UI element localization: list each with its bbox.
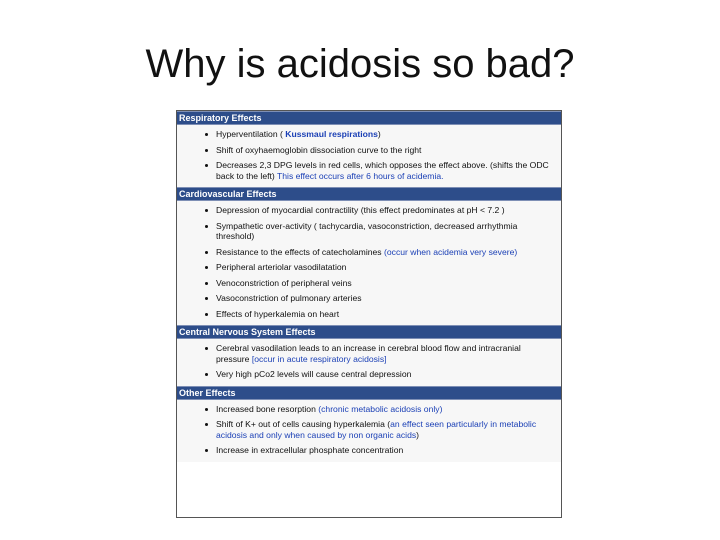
section-header: Central Nervous System Effects — [177, 325, 561, 339]
list-item — [205, 343, 553, 364]
section-body — [177, 400, 561, 462]
item-text: (chronic metabolic acidosis only) — [318, 403, 443, 414]
acidosis-effects-table — [176, 110, 562, 518]
item-text: This effect occurs after 6 hours of acidemia. — [277, 170, 444, 181]
item-text: Shift of K+ out of cells causing hyperkalemia ( — [216, 419, 391, 429]
list-item — [205, 145, 553, 156]
section-respiratory — [177, 111, 561, 187]
section-header: Cardiovascular Effects — [177, 187, 561, 201]
list-item — [205, 404, 553, 415]
list-item — [205, 160, 553, 181]
item-text: Resistance to the effects of catecholamines — [216, 246, 384, 257]
list-item — [205, 369, 553, 380]
effects-list — [205, 343, 553, 380]
list-item — [205, 247, 553, 258]
section-body — [177, 339, 561, 386]
list-item — [205, 309, 553, 320]
list-item — [205, 278, 553, 289]
item-text: Shift of oxyhaemoglobin dissociation curve to the right — [216, 144, 422, 155]
effects-list — [205, 205, 553, 319]
section-body — [177, 201, 561, 325]
item-text: Sympathetic over-activity ( tachycardia, vasoconstriction, decreased arrhythmia threshold) — [216, 220, 518, 241]
list-item — [205, 129, 553, 140]
item-text: Venoconstriction of peripheral veins — [216, 277, 352, 288]
list-item — [205, 293, 553, 304]
item-text: ) — [377, 129, 381, 139]
item-text: Hyperventilation ( — [216, 129, 286, 139]
item-text: ) — [416, 429, 420, 440]
item-text: [occur in acute respiratory acidosis] — [251, 353, 387, 364]
section-header: Other Effects — [177, 386, 561, 400]
section-header: Respiratory Effects — [177, 111, 561, 125]
section-body — [177, 125, 561, 187]
section-cardiovascular — [177, 187, 561, 325]
item-text: Kussmaul respirations — [285, 129, 378, 139]
list-item — [205, 445, 553, 456]
item-text: Increased bone resorption — [216, 403, 319, 414]
list-item — [205, 419, 553, 440]
item-text: Effects of hyperkalemia on heart — [216, 308, 340, 319]
item-text: Increase in extracellular phosphate concentration — [216, 445, 404, 455]
effects-list — [205, 129, 553, 181]
item-text: Vasoconstriction of pulmonary arteries — [216, 293, 362, 303]
item-text: an effect seen particularly in metabolic acidosis and only when caused by non organic acids — [216, 419, 537, 440]
list-item — [205, 221, 553, 242]
item-text: Depression of myocardial contractility (this effect predominates at pH < 7.2 ) — [216, 205, 505, 215]
item-text: Decreases 2,3 DPG levels in red cells, which opposes the effect above. (shifts the ODC back to the left) — [216, 160, 549, 181]
item-text: Very high pCo2 levels will cause central depression — [216, 369, 412, 379]
section-other — [177, 386, 561, 462]
item-text: Peripheral arteriolar vasodilatation — [216, 262, 347, 272]
item-text: Cerebral vasodilation leads to an increase in cerebral blood flow and intracranial pressure — [216, 343, 521, 364]
item-text: (occur when acidemia very severe) — [384, 246, 518, 257]
section-cns — [177, 325, 561, 386]
list-item — [205, 205, 553, 216]
effects-list — [205, 404, 553, 456]
list-item — [205, 262, 553, 273]
slide-title: Why is acidosis so bad? — [145, 42, 575, 86]
